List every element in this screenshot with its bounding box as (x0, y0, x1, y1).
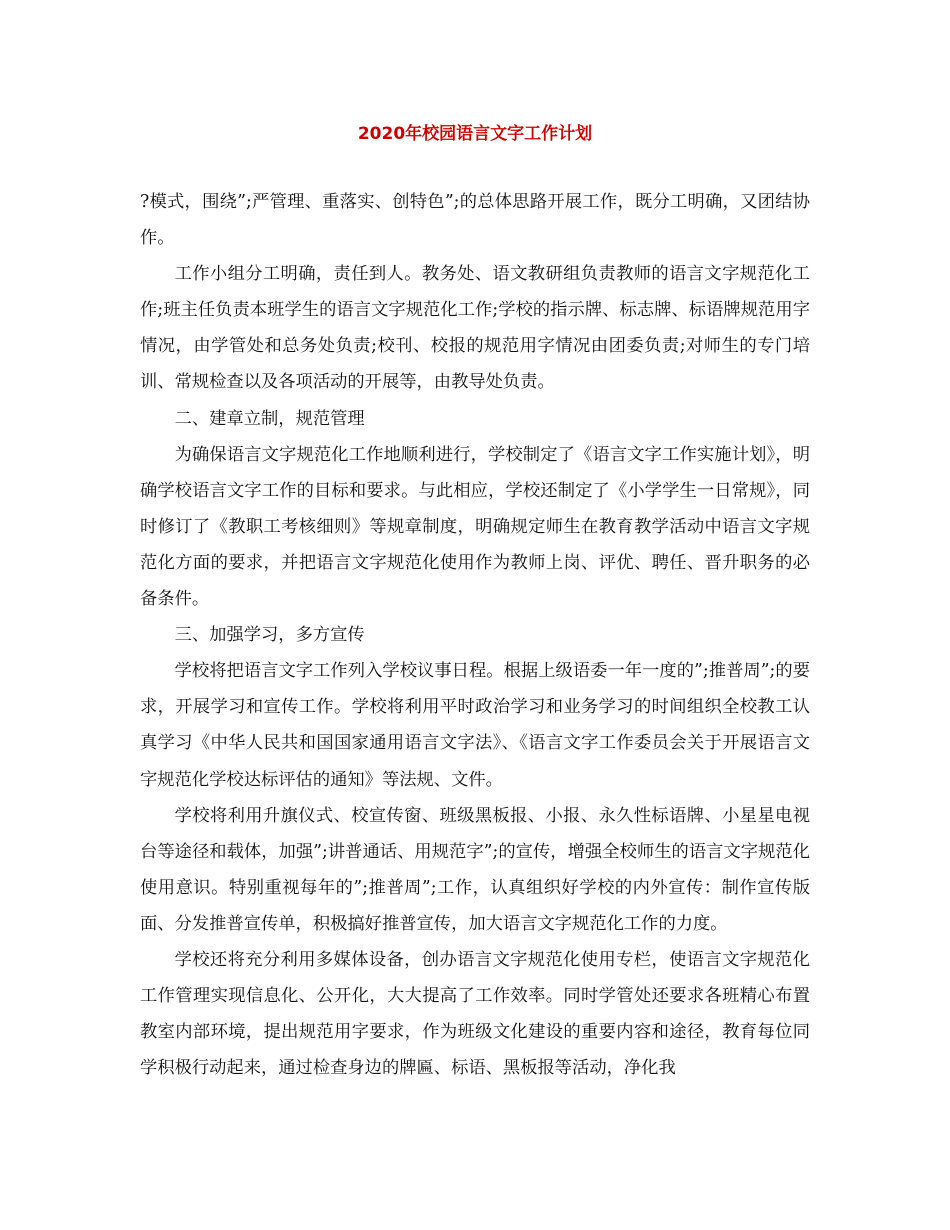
section-heading-study: 三、加强学习，多方宣传 (174, 625, 365, 646)
paragraph-division-of-work: 工作小组分工明确，责任到人。教务处、语文教研组负责教师的语言文字规范化工作;班主任负责本班学生的语言文字规范化工作;学校的指示牌、标志牌、标语牌规范用字情况，由学管处和总务处负责;校刊、校报的规范用字情况由团委负责;对师生的专门培训、常规检查以及各项活动的开展等，由教导处负责。 (140, 264, 810, 393)
paragraph-rules: 为确保语言文字规范化工作地顺利进行，学校制定了《语言文字工作实施计划》，明确学校语言文字工作的目标和要求。与此相应，学校还制定了《小学学生一日常规》，同时修订了《教职工考核细则》等规章制度，明确规定师生在教育教学活动中语言文字规范化方面的要求，并把语言文字规范化使用作为教师上岗、评优、聘任、晋升职务的必备条件。 (140, 444, 810, 610)
document-title: 2020年校园语言文字工作计划 (357, 124, 593, 144)
paragraph-multimedia: 学校还将充分利用多媒体设备，创办语言文字规范化使用专栏，使语言文字规范化工作管理实现信息化、公开化，大大提高了工作效率。同时学管处还要求各班精心布置教室内部环境，提出规范用字要求，作为班级文化建设的重要内容和途径，教育每位同学积极行动起来，通过检查身边的牌匾、标语、黑板报等活动，净化我 (140, 949, 810, 1079)
document-body (140, 184, 810, 1086)
paragraph-study: 学校将把语言文字工作列入学校议事日程。根据上级语委一年一度的”;推普周”;的要求，开展学习和宣传工作。学校将利用平时政治学习和业务学习的时间组织全校教工认真学习《中华人民共和国国家通用语言文字法》、《语言文字工作委员会关于开展语言文字规范化学校达标评估的通知》等法规、文件。 (140, 661, 810, 790)
section-heading-rules: 二、建章立制，规范管理 (174, 408, 365, 429)
paragraph-publicity: 学校将利用升旗仪式、校宣传窗、班级黑板报、小报、永久性标语牌、小星星电视台等途径和载体，加强”;讲普通话、用规范字”;的宣传，增强全校师生的语言文字规范化使用意识。特别重视每年的”;推普周”;工作，认真组织好学校的内外宣传：制作宣传版面、分发推普宣传单，积极搞好推普宣传，加大语言文字规范化工作的力度。 (140, 805, 810, 934)
paragraph-continuation: ?模式，围绕”;严管理、重落实、创特色”;的总体思路开展工作，既分工明确，又团结协作。 (140, 192, 810, 249)
